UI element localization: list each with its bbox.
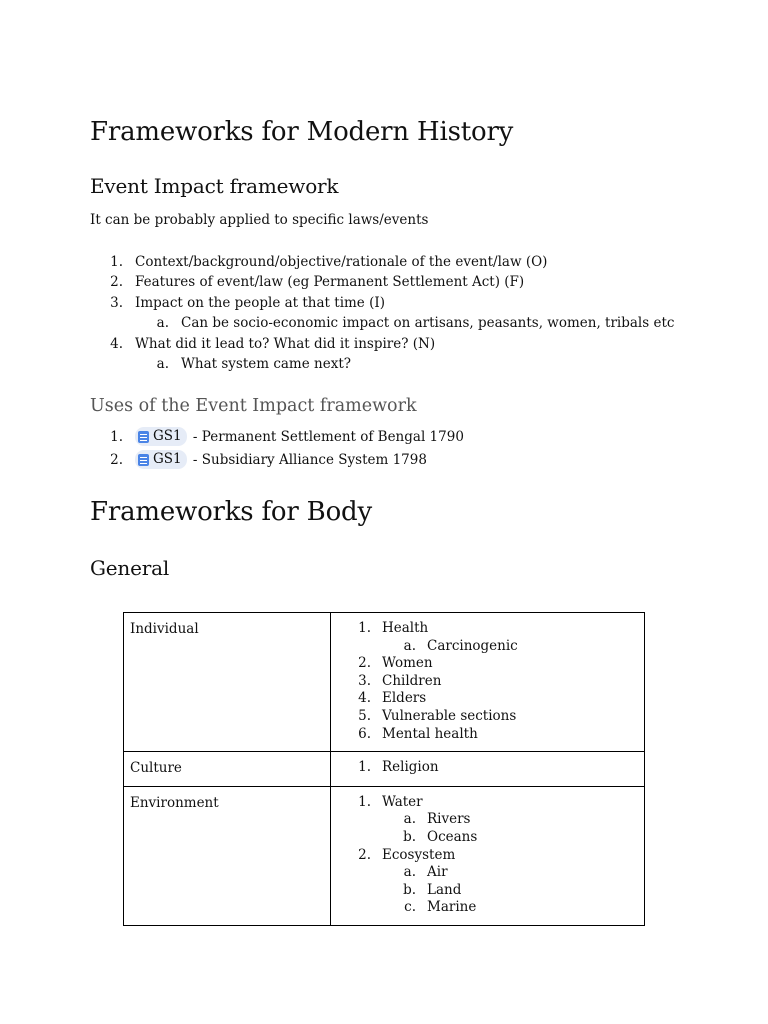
- list-item: 2. GS1 - Subsidiary Alliance System 1798: [110, 451, 427, 468]
- list-subitem: b. Oceans: [403, 828, 478, 845]
- list-item: 1. Health: [358, 620, 429, 636]
- list-item: 1. GS1 - Permanent Settlement of Bengal 1790: [110, 428, 464, 445]
- framework-table: [123, 612, 645, 926]
- list-item: 2. Women: [358, 655, 433, 672]
- list-item: 2. Ecosystem: [358, 846, 456, 863]
- list-item: 5. Vulnerable sections: [358, 707, 517, 724]
- list-item: 4. Elders: [358, 690, 427, 707]
- list-item: 1. Religion: [358, 759, 439, 776]
- event-impact-heading: Event Impact framework: [90, 174, 339, 198]
- event-impact-intro: It can be probably applied to specific laws/events: [90, 212, 429, 228]
- table-cell-label: Individual: [124, 613, 331, 752]
- uses-list: [90, 426, 464, 472]
- list-item: 4. What did it lead to? What did it inspire? (N): [110, 335, 436, 352]
- list-subitem: a. Air: [403, 864, 448, 881]
- gs1-doc-chip[interactable]: GS1: [135, 450, 187, 469]
- table-cell-label: Environment: [124, 786, 331, 925]
- event-impact-list: [90, 252, 674, 374]
- list-subitem: c. Marine: [404, 899, 477, 916]
- list-item: 6. Mental health: [358, 725, 478, 742]
- list-item: 1. Context/background/objective/rationale of the event/law (O): [110, 254, 548, 270]
- general-heading: General: [90, 556, 170, 580]
- list-item: 1. Water: [358, 793, 423, 810]
- google-doc-icon: [138, 454, 149, 466]
- list-subitem: b. Land: [403, 881, 462, 898]
- table-cell-label: Culture: [124, 752, 331, 787]
- table-cell-items: [331, 613, 645, 752]
- list-item: 3. Impact on the people at that time (I): [110, 294, 385, 311]
- list-subitem: a. What system came next?: [156, 355, 351, 372]
- google-doc-icon: [138, 431, 149, 443]
- body-title: Frameworks for Body: [90, 497, 372, 527]
- table-row: [124, 786, 645, 925]
- list-subitem: a. Can be socio-economic impact on artisans, peasants, women, tribals etc: [156, 315, 675, 332]
- list-item: 3. Children: [358, 672, 442, 689]
- table-row: [124, 752, 645, 787]
- list-item: 2. Features of event/law (eg Permanent Settlement Act) (F): [110, 274, 525, 291]
- list-subitem: a. Rivers: [403, 811, 471, 828]
- gs1-doc-chip[interactable]: GS1: [135, 427, 187, 446]
- table-cell-items: [331, 786, 645, 925]
- table-row: [124, 613, 645, 752]
- uses-heading: Uses of the Event Impact framework: [90, 396, 417, 416]
- list-subitem: a. Carcinogenic: [403, 637, 518, 654]
- page-title: Frameworks for Modern History: [90, 117, 514, 147]
- table-cell-items: [331, 752, 645, 787]
